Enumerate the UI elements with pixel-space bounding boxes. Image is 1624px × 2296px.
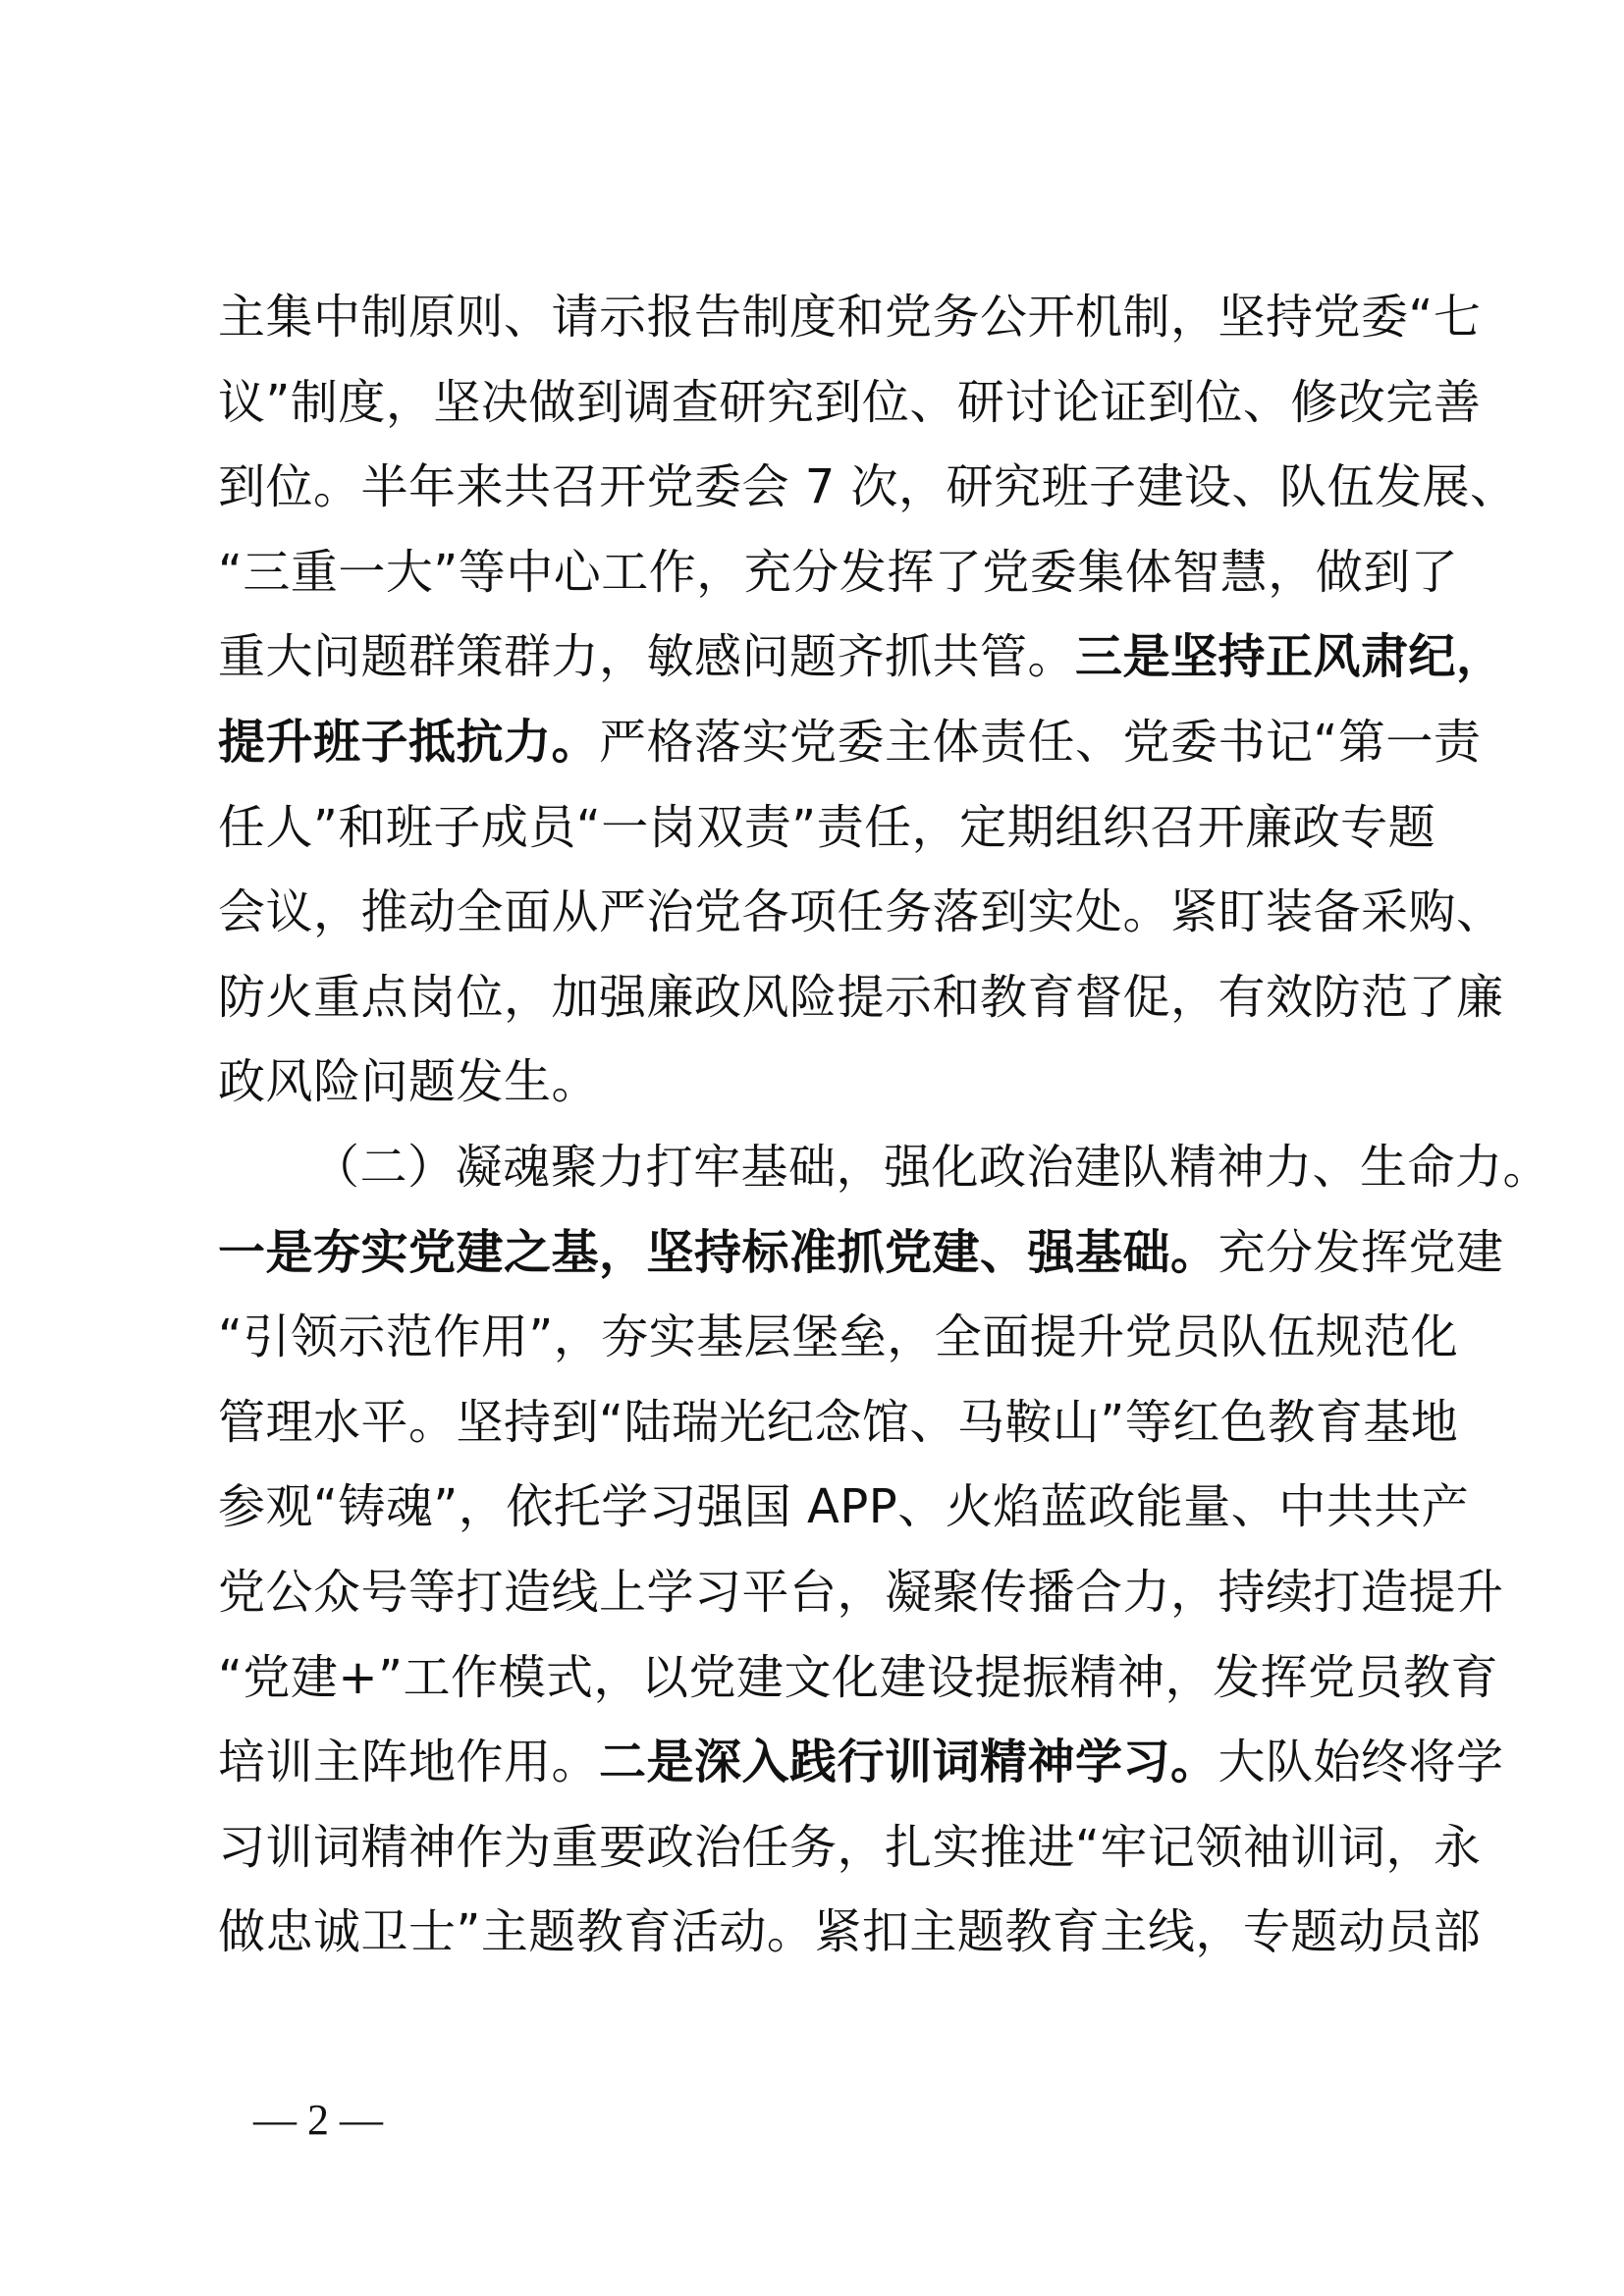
- text-line: [218, 1125, 1551, 1210]
- text-segment: 会议，推动全面从严治党各项任务落到实处。紧盯装备采购、: [218, 884, 1504, 940]
- text-line: [218, 445, 1518, 530]
- text-segment: 到位。半年来共召开党委会 7 次，研究班子建设、队伍发展、: [218, 459, 1518, 515]
- text-line: [218, 1720, 1504, 1805]
- text-line: [218, 1040, 1426, 1125]
- text-segment: 重大问题群策群力，敏感问题齐抓共管。: [218, 629, 1076, 685]
- text-line: [218, 955, 1504, 1041]
- text-line: [218, 1550, 1504, 1635]
- text-line: [218, 360, 1482, 446]
- bold-text-segment: 二是深入践行训词精神学习。: [599, 1735, 1218, 1790]
- text-segment: 议”制度，坚决做到调查研究到位、研讨论证到位、修改完善: [218, 374, 1482, 430]
- text-line: [218, 1890, 1482, 1975]
- text-segment: 政风险问题发生。: [218, 1054, 600, 1110]
- text-line: [218, 1635, 1498, 1721]
- body-text: [218, 275, 1551, 1975]
- text-segment: 防火重点岗位，加强廉政风险提示和教育督促，有效防范了廉: [218, 969, 1504, 1025]
- text-line: [218, 275, 1482, 360]
- text-line: [218, 1295, 1459, 1380]
- text-line: [218, 1805, 1482, 1891]
- text-segment: 任人”和班子成员“一岗双责”责任，定期组织召开廉政专题: [218, 799, 1436, 855]
- text-line: [218, 1465, 1470, 1550]
- text-line: [218, 1210, 1504, 1296]
- text-segment: （二）凝魂聚力打牢基础，强化政治建队精神力、生命力。: [312, 1139, 1551, 1195]
- text-line: [218, 700, 1482, 785]
- text-segment: 培训主阵地作用。: [218, 1735, 600, 1790]
- text-segment: “党建+”工作模式，以党建文化建设提振精神，发挥党员教育: [218, 1649, 1498, 1705]
- text-line: [218, 614, 1504, 700]
- page-number: — 2 —: [253, 2096, 383, 2144]
- text-line: [218, 785, 1436, 871]
- text-segment: 充分发挥党建: [1218, 1224, 1504, 1280]
- text-segment: 严格落实党委主体责任、党委书记“第一责: [599, 714, 1482, 770]
- bold-text-segment: 提升班子抵抗力。: [218, 714, 600, 770]
- text-segment: 做忠诚卫士”主题教育活动。紧扣主题教育主线，专题动员部: [218, 1904, 1482, 1960]
- text-segment: 管理水平。坚持到“陆瑞光纪念馆、马鞍山”等红色教育基地: [218, 1394, 1459, 1450]
- text-segment: 主集中制原则、请示报告制度和党务公开机制，坚持党委“七: [218, 290, 1482, 345]
- bold-text-segment: 三是坚持正风肃纪，: [1075, 629, 1504, 685]
- text-segment: 习训词精神作为重要政治任务，扎实推进“牢记领袖训词，永: [218, 1819, 1482, 1875]
- text-segment: 大队始终将学: [1218, 1735, 1504, 1790]
- text-segment: 党公众号等打造线上学习平台，凝聚传播合力，持续打造提升: [218, 1564, 1504, 1620]
- text-line: [218, 870, 1504, 955]
- bold-text-segment: 一是夯实党建之基，坚持标准抓党建、强基础。: [218, 1224, 1218, 1280]
- text-segment: “三重一大”等中心工作，充分发挥了党委集体智慧，做到了: [218, 544, 1459, 600]
- text-line: [218, 1380, 1459, 1466]
- text-line: [218, 530, 1459, 615]
- text-segment: “引领示范作用”，夯实基层堡垒，全面提升党员队伍规范化: [218, 1309, 1459, 1365]
- text-segment: 参观“铸魂”，依托学习强国 APP、火焰蓝政能量、中共共产: [218, 1479, 1470, 1535]
